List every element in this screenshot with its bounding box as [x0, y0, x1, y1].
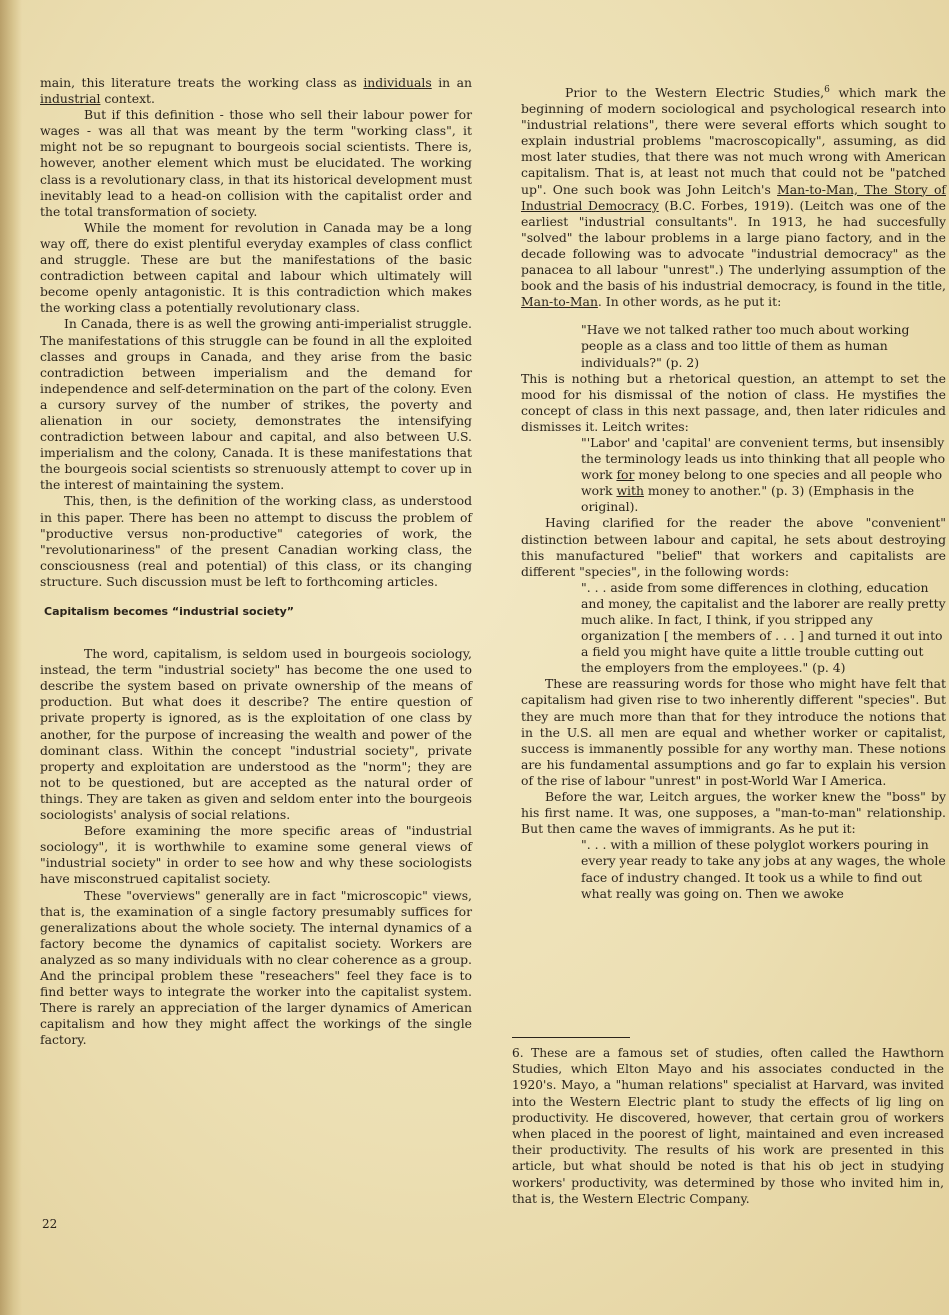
emphasis: individuals: [363, 75, 432, 90]
paragraph: Before the war, Leitch argues, the worker knew the "boss" by his first name. It was, one supposes, a "man-to-man" relationship. But then came the waves of immigrants. As he put it:: [521, 789, 946, 837]
paragraph: Prior to the Western Electric Studies,$^6$ which mark the beginning of modern sociological and psychological research into "industrial relations", there were several efforts which sought to explain industrial problems "macroscopically", assuming, as did most later studies, that there was not much wrong with American capitalism. That is, at least not much that could not be "patched up". One such book was John Leitch's Man-to-Man, The Story of Industrial Democracy (B.C. Forbes, 1919). (Leitch was one of the earliest "industrial consultants". In 1913, he had succesfully "solved" the labour problems in a large piano factory, and in the decade following was to advocate "industrial democracy" as the panacea to all labour "unrest".) The underlying assumption of the book and the basis of his industrial democracy, is found in the title, Man-to-Man. In other words, as he put it:: [521, 84, 946, 310]
block-quote: ". . . aside from some differences in clothing, education and money, the capitalist and the laborer are really pretty much alike. In fact, I think, if you stripped any organization [ the members of . . . ] and turned it out into a field you might have quite a little trouble cutting out the employers from the employees." (p. 4): [581, 579, 946, 676]
page-number: 22: [42, 1217, 58, 1231]
paragraph: While the moment for revolution in Canada may be a long way off, there do exist plentiful everyday examples of class conflict and struggle. These are but the manifestations of the basic contradiction between capital and labour which ultimately will become openly antagonistic. It is this contradiction which makes the working class a potentially revolutionary class.: [40, 219, 472, 316]
paragraph: But if this definition - those who sell their labour power for wages - was all that was meant by the term "working class", it might not be so repugnant to bourgeois social scientists. There is, however, another element which must be elucidated. The working class is a revolutionary class, in that its historical development must inevitably lead to a head-on collision with the capitalist order and the total transformation of society.: [40, 107, 472, 219]
page-edge: [0, 0, 22, 1315]
paragraph: These are reassuring words for those who might have felt that capitalism had given rise to two inherently different "species". But they are much more than that for they introduce the notions that in the U.S. all men are equal and whether worker or capitalist, success is immanently possible for any worthy man. These notions are his fundamental assumptions and go far to explain his version of the rise of labour "unrest" in post-World War I America.: [521, 676, 946, 788]
paragraph: The word, capitalism, is seldom used in bourgeois sociology, instead, the term "industrial society" has become the one used to describe the system based on private ownership of the means of production. But what does it describe? The entire question of private property is ignored, as is the exploitation of one class by another, for the purpose of increasing the wealth and power of the dominant class. Within the concept "industrial society", private property and exploitation are understood as the "norm"; they are not to be questioned, but are accepted as the natural order of things. They are taken as given and seldom enter into the bourgeois sociologists' analysis of social relations.: [40, 646, 472, 823]
book-title-short: Man-to-Man: [521, 294, 598, 310]
book-title: Man-to-Man, The Story of Industrial Democracy: [521, 181, 946, 213]
paragraph: In Canada, there is as well the growing anti-imperialist struggle. The manifestations of this struggle can be found in all the exploited classes and groups in Canada, and they arise from the basic contradiction between imperialism and the demand for independence and self-determination on the part of the colony. Even a cursory survey of the number of strikes, the poverty and alienation in our society, demonstrates the intensifying contradiction between labour and capital, and also between U.S. imperialism and the colony, Canada. It is these manifestations that the bourgeois social scientists so strenuously attempt to cover up in the interest of maintaining the system.: [40, 316, 472, 493]
footnote-marker: 6: [824, 84, 830, 95]
emphasis: with: [616, 483, 644, 499]
section-heading: Capitalism becomes “industrial society”: [44, 605, 294, 618]
paragraph: This is nothing but a rhetorical question, an attempt to set the mood for his dismissal of the notion of class. He mystifies the concept of class in this next passage, and, then later ridicules and dismisses it. Leitch writes:: [521, 370, 946, 434]
right-column: [521, 85, 946, 902]
block-quote: "Have we not talked rather too much about working people as a class and too little of them as human individuals?" (p. 2): [581, 322, 910, 370]
paragraph: These "overviews" generally are in fact "microscopic" views, that is, the examination of a single factory presumably suffices for generalizations about the whole society. The internal dynamics of a factory become the dynamics of capitalist society. Workers are analyzed as so many individuals with no clear coherence as a group. And the principal problem these "reseachers" feel they face is to find better ways to integrate the worker into the capitalist system. There is rarely an appreciation of the larger dynamics of American capitalism and how they might affect the workings of the single factory.: [40, 887, 472, 1048]
footnote-rule: [512, 1037, 630, 1038]
emphasis: for: [616, 467, 635, 483]
paragraph: This, then, is the definition of the working class, as understood in this paper. There has been no attempt to discuss the problem of "productive versus non-productive" categories of work, the "revolutionariness" of the present Canadian working class, the consciousness (real and potential) of this class, or its changing structure. Such discussion must be left to forthcoming articles.: [40, 493, 472, 589]
paragraph: main, this literature treats the working class as individuals in an industrial context.: [40, 75, 473, 107]
paragraph: Having clarified for the reader the above "convenient" distinction between labour and capital, he sets about destroying this manufactured "belief" that workers and capitalists are different "species", in the following words:: [521, 515, 946, 579]
footnote: 6. These are a famous set of studies, often called the Hawthorn Studies, which Elton Mayo and his associates conducted in the 1920's. Mayo, a "human relations" specialist at Harvard, was invited into the Western Electric plant to study the effects of lig ling on productivity. He discovered, however, that certain grou of workers when placed in the poorest of light, maintained and even increased their productivity. The results of his work are presented in this article, but what should be noted is that his ob ject in studying workers' productivity, was determined by those who invited him in, that is, the Western Electric Company.: [512, 1046, 944, 1206]
block-quote: "'Labor' and 'capital' are convenient terms, but insensibly the terminology leads us into thinking that all people who work for money belong to one species and all people who work with money to another." (p. 3) (Emphasis in the original).: [581, 434, 946, 515]
block-quote: ". . . with a million of these polyglot workers pouring in every year ready to take any jobs at any wages, the whole face of industry changed. It took us a while to find out what really was going on. Then we awoke: [581, 837, 946, 901]
emphasis: industrial: [40, 91, 101, 107]
left-column: [40, 75, 472, 1048]
paragraph: Before examining the more specific areas of "industrial sociology", it is worthwhile to examine some general views of "industrial society" in order to see how and why these sociologists have misconstrued capitalist society.: [40, 823, 472, 887]
